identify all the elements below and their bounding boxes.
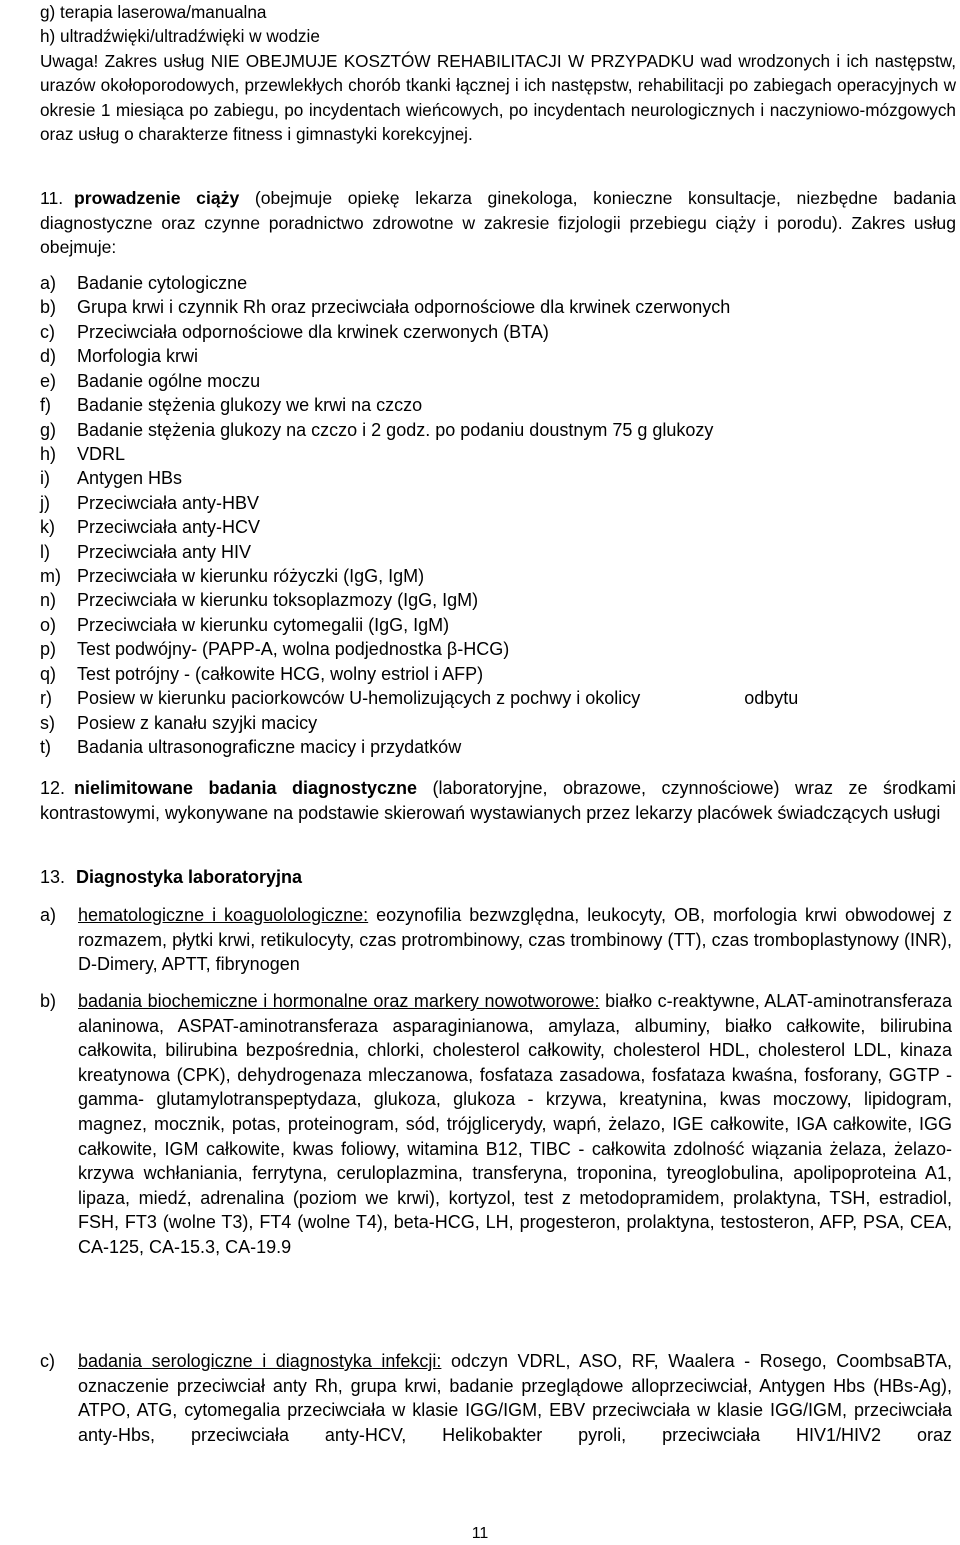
list-item-letter: t) bbox=[40, 737, 51, 758]
list-item bbox=[40, 369, 956, 393]
list-item bbox=[40, 735, 956, 759]
list-item bbox=[40, 711, 956, 735]
list-item-text: Przeciwciała anty HIV bbox=[77, 541, 252, 562]
list-item bbox=[40, 295, 956, 319]
list-item-letter: i) bbox=[40, 468, 50, 489]
list-item-letter: s) bbox=[40, 712, 55, 733]
section-title: prowadzenie ciąży bbox=[74, 188, 240, 208]
list-item-letter: q) bbox=[40, 663, 57, 684]
subsection-label: b) bbox=[40, 991, 57, 1011]
page-number: 11 bbox=[471, 1525, 489, 1542]
list-item-text: VDRL bbox=[77, 443, 126, 464]
list-item bbox=[40, 686, 956, 710]
list-item-text: Grupa krwi i czynnik Rh oraz przeciwciała odpornościowe dla krwinek czerwonych bbox=[77, 297, 731, 318]
rehab-continuation bbox=[40, 0, 956, 146]
list-item-text: Badanie stężenia glukozy we krwi na czczo bbox=[77, 395, 423, 416]
list-item bbox=[40, 662, 956, 686]
list-item-text: Przeciwciała odpornościowe dla krwinek czerwonych (BTA) bbox=[77, 321, 549, 342]
list-item-letter: m) bbox=[40, 566, 61, 587]
list-item-letter: r) bbox=[40, 688, 52, 709]
list-item-text: Przeciwciała anty-HBV bbox=[77, 492, 260, 513]
section-title: Diagnostyka laboratoryjna bbox=[76, 867, 303, 887]
list-item-text: Posiew z kanału szyjki macicy bbox=[77, 712, 318, 733]
list-item-text: Przeciwciała w kierunku cytomegalii (IgG, IgM) bbox=[77, 614, 450, 635]
list-item-letter: n) bbox=[40, 590, 57, 611]
subsection-text: białko c-reaktywne, ALAT-aminotransferaza alaninowa, ASPAT-aminotransferaza asparaginianowa, amylaza, albuminy, białko całkowite, bilirubina całkowita, bilirubina bezpośrednia, chlorki, cholesterol całkowity, cholesterol HDL, cholesterol LDL, kinaza kreatynowa (CPK), dehydrogenaza mleczanowa, fosfataza zasadowa, fosfataza kwaśna, fosforany, GGTP -gamma- glutamylotranspeptydaza, glukoza, glukoza - krzywa, kreatynina, kwas moczowy, lipidogram, magnez, mocznik, potas, proteinogram, sód, trójglicerydy, wapń, żelazo, IGE całkowite, IGA całkowite, IGG całkowite, IGM całkowite, kwas foliowy, witamina B12, TIBC - całkowita zdolność wiązania żelaza, żelazo-krzywa wchłaniania, ferrytyna, ceruloplazmina, transferyna, troponina, tyreoglobulina, apolipoproteina A1, lipaza, miedź, adrenalina (poziom we krwi), kortyzol, test z metodopramidem, prolaktyna, TSH, estradiol, FSH, FT3 (wolne T3), FT4 (wolne T4), beta-HCG, LH, progesteron, prolaktyna, testosteron, AFP, PSA, CEA, CA-125, CA-15.3, CA-19.9 bbox=[78, 991, 953, 1257]
list-item bbox=[40, 564, 956, 588]
section-11 bbox=[40, 186, 956, 260]
list-item: g) terapia laserowa/manualna bbox=[40, 2, 267, 22]
list-item-letter: g) bbox=[40, 419, 57, 440]
list-item-letter: f) bbox=[40, 395, 51, 416]
list-item-letter: b) bbox=[40, 297, 57, 318]
section-title: nielimitowane badania diagnostyczne bbox=[74, 778, 417, 798]
section-number: 12. bbox=[40, 778, 66, 798]
list-item bbox=[40, 271, 956, 295]
list-item-letter: e) bbox=[40, 370, 57, 391]
list-item-text: Badanie stężenia glukozy na czczo i 2 godz. po podaniu doustnym 75 g glukozy bbox=[77, 419, 714, 440]
subsection-label: a) bbox=[40, 905, 57, 925]
list-item-letter: l) bbox=[40, 541, 50, 562]
list-item bbox=[40, 393, 956, 417]
section-13 bbox=[40, 865, 956, 890]
list-item-letter: c) bbox=[40, 321, 55, 342]
uwaga-paragraph: Uwaga! Zakres usług NIE OBEJMUJE KOSZTÓW REHABILITACJI W PRZYPADKU wad wrodzonych i ich następstw, urazów okołoporodowych, przewlekłych chorób tkanki łącznej i ich następstw, rehabilitacji po zabiegach operacyjnych w okresie 1 miesiąca po zabiegu, po incydentach wieńcowych, po incydentach neurologicznych i naczyniowo-mózgowych oraz usług o charakterze fitness i gimnastyki korekcyjnej. bbox=[40, 50, 956, 145]
subsection-label: c) bbox=[40, 1351, 55, 1371]
list-item bbox=[40, 320, 956, 344]
list-item-text: Badania ultrasonograficzne macicy i przydatków bbox=[77, 737, 462, 758]
list-item-text: Badanie cytologiczne bbox=[77, 273, 248, 293]
list-item-text: Morfologia krwi bbox=[77, 346, 199, 367]
list-item bbox=[40, 637, 956, 661]
list-item-text: Przeciwciała w kierunku toksoplazmozy (IgG, IgM) bbox=[77, 590, 479, 611]
subsection-text: eozynofilia bezwzględna, leukocyty, OB, morfologia krwi obwodowej z rozmazem, płytki krwi, retikulocyty, czas protrombinowy, czas trombinowy (TT), czas tromboplastynowy (INR), D-Dimery, APTT, fibrynogen bbox=[78, 905, 953, 975]
subsection-heading: hematologiczne i koaguolologiczne: bbox=[78, 905, 369, 925]
list-item-letter: k) bbox=[40, 517, 55, 538]
list-item bbox=[40, 540, 956, 564]
list-item-text: Przeciwciała w kierunku różyczki (IgG, IgM) bbox=[77, 566, 425, 587]
list-item-text: Test podwójny- (PAPP-A, wolna podjednostka β-HCG) bbox=[77, 639, 510, 660]
list-item-letter: a) bbox=[40, 273, 57, 293]
list-item-letter: d) bbox=[40, 346, 57, 367]
list-item bbox=[40, 588, 956, 612]
list-item: h) ultradźwięki/ultradźwięki w wodzie bbox=[40, 26, 320, 47]
list-item bbox=[40, 418, 956, 442]
subsection-text: odczyn VDRL, ASO, RF, Waalera - Rosego, CoombsaBTA, oznaczenie przeciwciał anty Rh, grupa krwi, badanie przeglądowe alloprzeciwciał, Antygen Hbs (HBs-Ag), ATPO, ATG, cytomegalia przeciwciała w klasie IGG/IGM, EBV przeciwciała w klasie IGG/IGM, przeciwciała anty-Hbs, przeciwciała anty-HCV, Helikobakter pyroli, przeciwciała HIV1/HIV2 oraz bbox=[78, 1351, 952, 1445]
section-number: 11. bbox=[40, 188, 64, 208]
list-item-text: Badanie ogólne moczu bbox=[77, 370, 261, 391]
list-item bbox=[40, 442, 956, 466]
section-12 bbox=[40, 776, 956, 826]
list-item-letter: p) bbox=[40, 639, 57, 660]
lab-serology bbox=[40, 1349, 952, 1447]
subsection-heading: badania biochemiczne i hormonalne oraz markery nowotworowe: bbox=[78, 991, 600, 1011]
list-item bbox=[40, 344, 956, 368]
list-item-letter: j) bbox=[40, 492, 50, 513]
list-item-text: Przeciwciała anty-HCV bbox=[77, 517, 261, 538]
list-item-text-tail: odbytu bbox=[744, 688, 799, 709]
subsection-heading: badania serologiczne i diagnostyka infekcji: bbox=[78, 1351, 442, 1371]
section-text: (obejmuje opiekę lekarza ginekologa, konieczne konsultacje, niezbędne badania diagnostyczne oraz czynne poradnictwo zdrowotne w zakresie fizjologii przebiegu ciąży i porodu). Zakres usług obejmuje: bbox=[40, 188, 956, 257]
section-text: (laboratoryjne, obrazowe, czynnościowe) wraz ze środkami kontrastowymi, wykonywane na podstawie skierowań wystawianych przez lekarzy placówek świadczących usługi bbox=[40, 778, 956, 823]
lab-hematology bbox=[40, 903, 952, 977]
list-item bbox=[40, 613, 956, 637]
list-item-letter: h) bbox=[40, 443, 57, 464]
pregnancy-services-list bbox=[40, 271, 956, 759]
list-item bbox=[40, 515, 956, 539]
section-number: 13. bbox=[40, 867, 66, 887]
list-item bbox=[40, 466, 956, 490]
list-item bbox=[40, 491, 956, 515]
list-item-text: Antygen HBs bbox=[77, 468, 183, 489]
list-item-letter: o) bbox=[40, 614, 57, 635]
list-item-text: Test potrójny - (całkowite HCG, wolny estriol i AFP) bbox=[77, 663, 484, 684]
list-item-text: Posiew w kierunku paciorkowców U-hemolizujących z pochwy i okolicy bbox=[77, 688, 641, 709]
lab-biochemistry bbox=[40, 989, 952, 1260]
